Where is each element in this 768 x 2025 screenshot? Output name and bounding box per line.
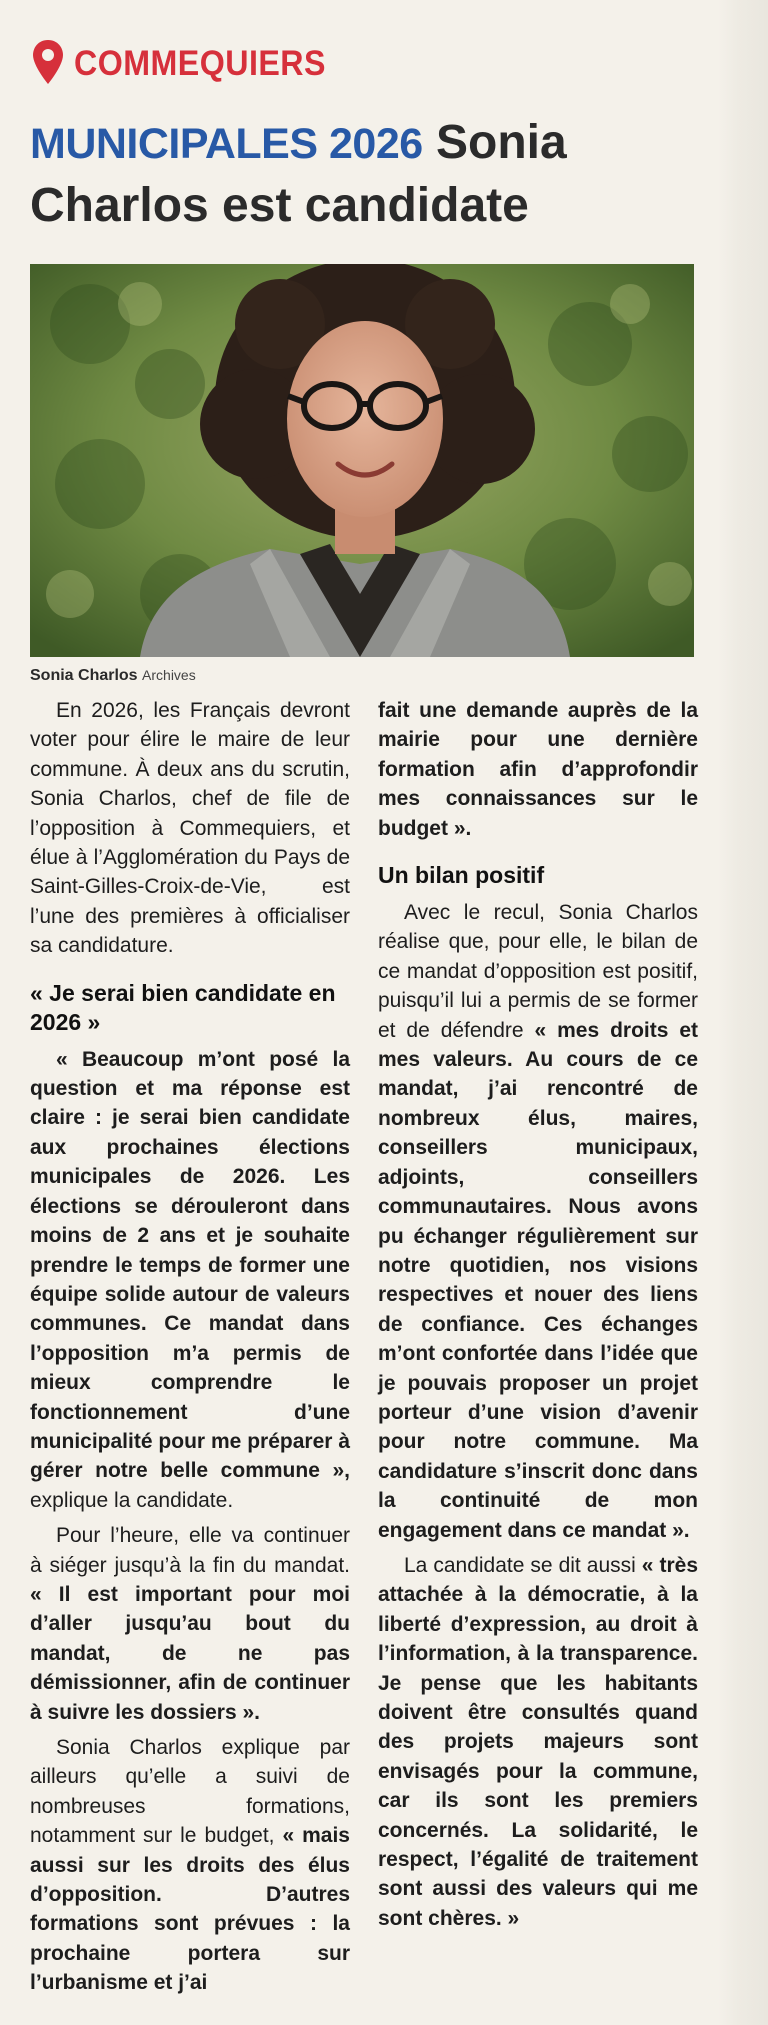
caption-name: Sonia Charlos <box>30 667 138 684</box>
article-column-left <box>30 696 350 1998</box>
values-quote: « très attachée à la démocratie, à la liberté d’expression, au droit à l’information, à la transparence. Je pense que les habitants doivent être consultés quand des projets majeurs sont envisagés pour la commune, car ils sont les premiers concernés. La solidarité, le respect, l’égalité de traitement sont aussi des valeurs qui me sont chères. » <box>378 1553 698 1930</box>
caption-credit: Archives <box>142 667 196 683</box>
mandate-quote: « Il est important pour moi d’aller jusqu’au bout du mandat, de ne pas démissionner, afin de continuer à suivre les dossiers ». <box>30 1582 350 1724</box>
bilan-text: Avec le recul, Sonia Charlos réalise que, pour elle, le bilan de ce mandat d’opposition est positif, puisqu’il lui a permis de se former et de défendre <box>378 901 698 1042</box>
portrait-icon <box>30 264 694 657</box>
bilan-paragraph <box>378 898 698 1545</box>
quote-attribution: explique la candidate. <box>30 1488 234 1512</box>
mandate-paragraph <box>30 1521 350 1727</box>
training-quote: « mais aussi sur les droits des élus d’opposition. D’autres formations sont prévues : la prochaine portera sur l’urbanisme et j’ai <box>30 1824 350 1995</box>
location-pin-icon <box>30 38 66 88</box>
portrait-photo <box>30 264 694 657</box>
section-header <box>30 38 710 88</box>
quote-text: « Beaucoup m’ont posé la question et ma réponse est claire : je serai bien candidate aux prochaines élections municipales de 2026. Les élections se dérouleront dans moins de 2 ans et je souhaite prendre le temps de former une équipe solide autour de valeurs communes. Ce mandat dans l’opposition m’a permis de mieux comprendre le fonctionnement d’une municipalité pour me préparer à gérer notre belle commune », <box>30 1047 350 1483</box>
headline-kicker: MUNICIPALES 2026 <box>30 120 423 168</box>
article-column-right <box>378 696 698 1933</box>
training-paragraph <box>30 1733 350 1998</box>
training-quote-continued: fait une demande auprès de la mairie pour une dernière formation afin d’approfondir mes connaissances sur le budget ». <box>378 699 698 840</box>
bilan-quote: « mes droits et mes valeurs. Au cours de ce mandat, j’ai rencontré de nombreux élus, maires, conseillers municipaux, adjoints, conseillers communautaires. Nous avons pu échanger régulièrement sur notre quotidien, nos visions respectives et nouer des liens de confiance. Ces échanges m’ont confortée dans l’idée que je pouvais proposer un projet porteur d’une vision d’avenir pour notre commune. Ma candidature s’inscrit donc dans la continuité de mon engagement dans ce mandat ». <box>378 1018 698 1542</box>
values-paragraph <box>378 1551 698 1933</box>
values-text: La candidate se dit aussi <box>404 1553 642 1577</box>
mandate-text: Pour l’heure, elle va continuer à siéger jusqu’à la fin du mandat. <box>30 1524 350 1577</box>
training-text: Sonia Charlos explique par ailleurs qu’elle a suivi de nombreuses formations, notamment sur le budget, <box>30 1736 350 1848</box>
subhead-bilan: Un bilan positif <box>378 862 545 889</box>
headline-title: Sonia Charlos est candidate <box>30 116 567 232</box>
section-label: COMMEQUIERS <box>74 44 326 83</box>
quote-paragraph <box>30 1045 350 1516</box>
photo-caption <box>30 664 196 687</box>
article-headline <box>30 112 710 237</box>
intro-paragraph: En 2026, les Français devront voter pour élire le maire de leur commune. À deux ans du scrutin, Sonia Charlos, chef de file de l’opposition à Commequiers, et élue à l’Agglomération du Pays de Saint-Gilles-Croix-de-Vie, est l’une des premières à officialiser sa candidature. <box>30 699 350 958</box>
page-edge-shade <box>718 0 768 2025</box>
subhead-candidate: « Je serai bien candidate en 2026 » <box>30 979 336 1035</box>
